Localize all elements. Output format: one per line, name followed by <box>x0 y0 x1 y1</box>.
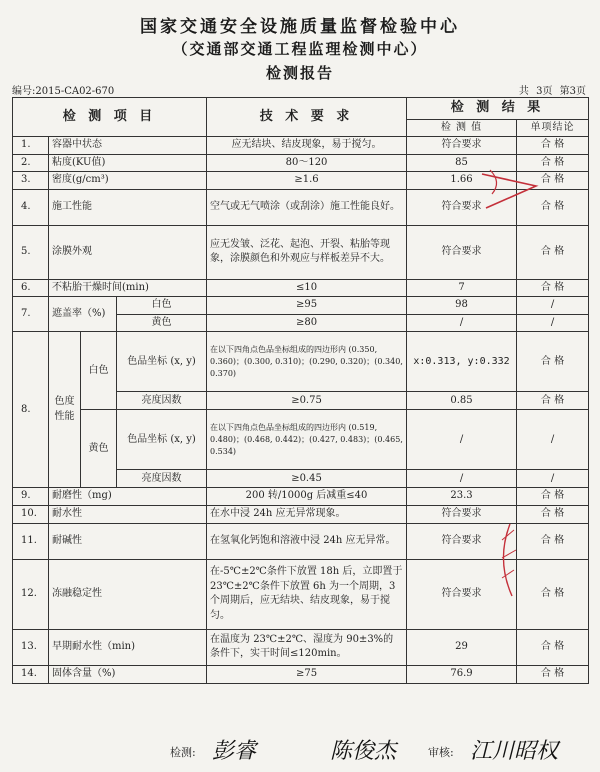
row-value: 7 <box>407 279 517 297</box>
row-req: 应无发皱、泛花、起泡、开裂、粘胎等现象，涂膜颜色和外观应与样板差异不大。 <box>207 225 407 279</box>
row-verdict: 合 格 <box>517 505 589 523</box>
row-req: 80～120 <box>207 154 407 172</box>
row-item: 施工性能 <box>49 189 207 225</box>
row-verdict: / <box>517 297 589 315</box>
row-req: 在氢氧化钙饱和溶液中浸 24h 应无异常。 <box>207 523 407 559</box>
row-no: 10. <box>13 505 49 523</box>
row-value: x:0.313, y:0.332 <box>407 332 517 392</box>
row-item: 耐磨性（mg) <box>49 488 207 506</box>
row-value: 1.66 <box>407 172 517 190</box>
report-number: 编号:2015-CA02-670 <box>12 86 115 97</box>
reviewer-signature: 江川昭权 <box>470 739 559 764</box>
row-verdict: 合 格 <box>517 154 589 172</box>
row-value: 76.9 <box>407 665 517 683</box>
sub-label-yellow: 黄色 <box>117 314 207 332</box>
row-no: 9. <box>13 488 49 506</box>
table-row <box>13 488 589 506</box>
row-value: 29 <box>407 629 517 665</box>
writer-signature: 陈俊杰 <box>330 739 397 764</box>
col-req-header: 技 术 要 求 <box>207 98 407 137</box>
sub-label-white: 白色 <box>117 297 207 315</box>
row-no: 1. <box>13 137 49 155</box>
table-row <box>13 172 589 190</box>
row-value: 符合要求 <box>407 189 517 225</box>
row-item: 遮盖率（%) <box>49 297 117 332</box>
table-row <box>13 410 589 470</box>
table-row <box>13 505 589 523</box>
coord-label: 色品坐标 (x, y) <box>117 332 207 392</box>
row-verdict: 合 格 <box>517 559 589 629</box>
row-item: 色度性能 <box>49 332 81 488</box>
table-row <box>13 665 589 683</box>
row-req: 在温度为 23℃±2℃、湿度为 90±3%的条件下，实干时间≤120min。 <box>207 629 407 665</box>
results-table <box>12 97 589 684</box>
row-no: 14. <box>13 665 49 683</box>
row-req: ≥80 <box>207 314 407 332</box>
page-info: 共 3页 第3页 <box>518 86 586 97</box>
row-verdict: 合 格 <box>517 279 589 297</box>
row-req: 在以下四角点色品坐标组成的四边形内 (0.350, 0.360)；(0.300, 0.310)；(0.290, 0.320)；(0.340, 0.370) <box>207 332 407 392</box>
lum-label: 亮度因数 <box>117 392 207 410</box>
row-req: 200 转/1000g 后减重≤40 <box>207 488 407 506</box>
row-no: 7. <box>13 297 49 332</box>
row-req: 在-5℃±2℃条件下放置 18h 后，立即置于 23℃±2℃条件下放置 6h 为一个周期，3 个周期后，应无结块、结皮现象，易于搅匀。 <box>207 559 407 629</box>
row-value: 符合要求 <box>407 505 517 523</box>
row-req: 在水中浸 24h 应无异常现象。 <box>207 505 407 523</box>
row-no: 11. <box>13 523 49 559</box>
row-no: 6. <box>13 279 49 297</box>
report-title: 检测报告 <box>265 64 334 82</box>
sub-org-title: （交通部交通工程监理检测中心） <box>172 40 428 58</box>
row-value: 符合要求 <box>407 137 517 155</box>
table-row <box>13 189 589 225</box>
table-row <box>13 559 589 629</box>
col-verdict-header: 单项结论 <box>517 119 589 137</box>
row-verdict: / <box>517 410 589 470</box>
table-row <box>13 297 589 315</box>
table-row <box>13 279 589 297</box>
row-verdict: 合 格 <box>517 332 589 392</box>
row-value: 符合要求 <box>407 225 517 279</box>
row-req: ≥0.75 <box>207 392 407 410</box>
coord-label: 色品坐标 (x, y) <box>117 410 207 470</box>
row-item: 耐碱性 <box>49 523 207 559</box>
row-value: 符合要求 <box>407 523 517 559</box>
row-req: 在以下四角点色品坐标组成的四边形内 (0.519, 0.480)；(0.468, 0.442)；(0.427, 0.483)；(0.465, 0.534) <box>207 410 407 470</box>
row-verdict: / <box>517 314 589 332</box>
table-row <box>13 154 589 172</box>
row-verdict: 合 格 <box>517 225 589 279</box>
row-no: 13. <box>13 629 49 665</box>
row-verdict: 合 格 <box>517 137 589 155</box>
row-item: 不粘胎干燥时间(min) <box>49 279 207 297</box>
row-verdict: 合 格 <box>517 629 589 665</box>
table-row <box>13 629 589 665</box>
row-item: 粘度(KU值) <box>49 154 207 172</box>
row-value: / <box>407 410 517 470</box>
tester-label: 检测: <box>170 746 196 759</box>
row-no: 5. <box>13 225 49 279</box>
row-req: 应无结块、结皮现象，易于搅匀。 <box>207 137 407 155</box>
header-row <box>13 98 589 120</box>
table-row <box>13 225 589 279</box>
table-row <box>13 523 589 559</box>
row-verdict: 合 格 <box>517 189 589 225</box>
row-item: 涂膜外观 <box>49 225 207 279</box>
row-value: / <box>407 314 517 332</box>
table-row <box>13 137 589 155</box>
row-item: 密度(g/cm³) <box>49 172 207 190</box>
row-no: 2. <box>13 154 49 172</box>
col-result-header: 检 测 结 果 <box>407 98 589 120</box>
row-item: 冻融稳定性 <box>49 559 207 629</box>
row-item: 容器中状态 <box>49 137 207 155</box>
row-item: 固体含量（%) <box>49 665 207 683</box>
row-req: 空气或无气喷涂（或刮涂）施工性能良好。 <box>207 189 407 225</box>
row-verdict: / <box>517 470 589 488</box>
table-row <box>13 332 589 392</box>
row-verdict: 合 格 <box>517 392 589 410</box>
row-value: 23.3 <box>407 488 517 506</box>
org-title: 国家交通安全设施质量监督检验中心 <box>140 17 460 37</box>
row-no: 4. <box>13 189 49 225</box>
row-req: ≥95 <box>207 297 407 315</box>
row-value: / <box>407 470 517 488</box>
row-req: ≥1.6 <box>207 172 407 190</box>
row-verdict: 合 格 <box>517 523 589 559</box>
tester-signature: 彭睿 <box>212 739 257 764</box>
row-value: 0.85 <box>407 392 517 410</box>
row-item: 耐水性 <box>49 505 207 523</box>
row-verdict: 合 格 <box>517 488 589 506</box>
row-value: 85 <box>407 154 517 172</box>
sub-label-yellow: 黄色 <box>81 410 117 488</box>
row-item: 早期耐水性（min) <box>49 629 207 665</box>
row-req: ≥75 <box>207 665 407 683</box>
row-verdict: 合 格 <box>517 172 589 190</box>
col-value-header: 检 测 值 <box>407 119 517 137</box>
row-no: 8. <box>13 332 49 488</box>
row-no: 12. <box>13 559 49 629</box>
signature-row <box>0 728 600 768</box>
row-req: ≤10 <box>207 279 407 297</box>
reviewer-label: 审核: <box>428 746 454 759</box>
row-no: 3. <box>13 172 49 190</box>
lum-label: 亮度因数 <box>117 470 207 488</box>
sub-label-white: 白色 <box>81 332 117 410</box>
col-item-header: 检 测 项 目 <box>13 98 207 137</box>
row-value: 符合要求 <box>407 559 517 629</box>
row-req: ≥0.45 <box>207 470 407 488</box>
row-verdict: 合 格 <box>517 665 589 683</box>
row-value: 98 <box>407 297 517 315</box>
